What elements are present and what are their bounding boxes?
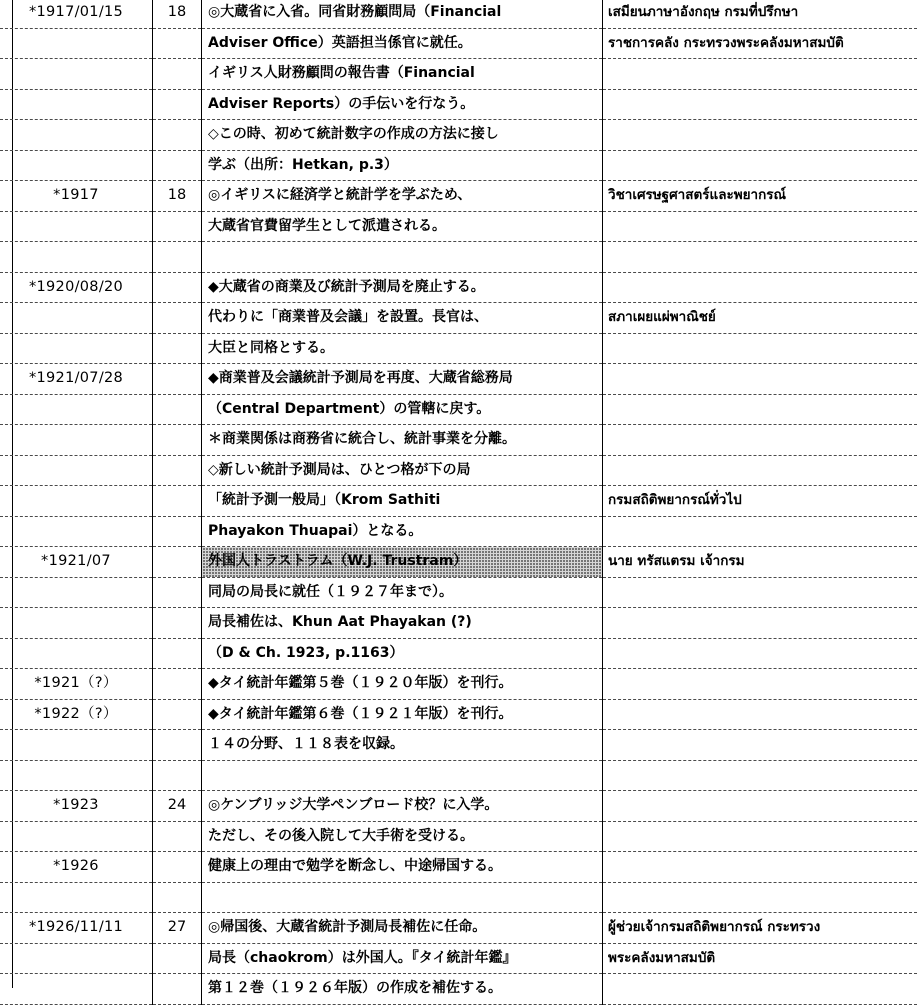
thai-term-cell <box>603 730 917 761</box>
age-cell <box>153 211 202 242</box>
table-row <box>0 211 917 242</box>
event-cell: ただし、その後入院して大手術を受ける。 <box>202 821 603 852</box>
date-cell: *1926/11/11 <box>0 913 153 944</box>
thai-term-cell <box>603 333 917 364</box>
date-cell <box>0 608 153 639</box>
event-cell: ◇この時、初めて統計数字の作成の方法に接し <box>202 120 603 151</box>
thai-term-cell <box>603 821 917 852</box>
table-row <box>0 791 917 822</box>
event-cell <box>202 882 603 913</box>
table-row <box>0 242 917 273</box>
table-row <box>0 181 917 212</box>
event-cell: ＊商業関係は商務省に統合し、統計事業を分離。 <box>202 425 603 456</box>
date-cell <box>0 303 153 334</box>
table-row <box>0 425 917 456</box>
date-cell <box>0 89 153 120</box>
age-cell <box>153 516 202 547</box>
age-cell <box>153 547 202 578</box>
thai-term-cell <box>603 120 917 151</box>
thai-term-cell: พระคลังมหาสมบัติ <box>603 943 917 974</box>
date-cell: *1921（?） <box>0 669 153 700</box>
event-cell <box>202 242 603 273</box>
age-cell <box>153 669 202 700</box>
age-cell <box>153 455 202 486</box>
table-row <box>0 333 917 364</box>
event-cell: ◎帰国後、大蔵省統計予測局長補佐に任命。 <box>202 913 603 944</box>
table-row <box>0 882 917 913</box>
table-row <box>0 89 917 120</box>
thai-term-cell: ผู้ช่วยเจ้ากรมสถิติพยากรณ์ กระทรวง <box>603 913 917 944</box>
date-cell <box>0 486 153 517</box>
thai-term-cell <box>603 455 917 486</box>
thai-term-cell <box>603 608 917 639</box>
thai-term-cell: ราชการคลัง กระทรวงพระคลังมหาสมบัติ <box>603 28 917 59</box>
table-row <box>0 608 917 639</box>
date-cell <box>0 730 153 761</box>
age-cell <box>153 120 202 151</box>
age-cell <box>153 730 202 761</box>
thai-term-cell <box>603 577 917 608</box>
age-cell <box>153 303 202 334</box>
date-cell <box>0 120 153 151</box>
age-cell: 18 <box>153 181 202 212</box>
thai-term-cell <box>603 59 917 90</box>
table-row <box>0 28 917 59</box>
event-cell: 外国人トラストラム（W.J. Trustram） <box>202 547 603 578</box>
thai-term-cell <box>603 272 917 303</box>
date-cell: *1921/07 <box>0 547 153 578</box>
thai-term-cell <box>603 211 917 242</box>
date-cell <box>0 821 153 852</box>
date-cell <box>0 455 153 486</box>
age-cell <box>153 638 202 669</box>
thai-term-cell: เสมียนภาษาอังกฤษ กรมที่ปรึกษา <box>603 0 917 28</box>
age-cell <box>153 943 202 974</box>
age-cell <box>153 272 202 303</box>
age-cell <box>153 486 202 517</box>
table-row <box>0 120 917 151</box>
date-cell: *1917/01/15 <box>0 0 153 28</box>
table-row <box>0 272 917 303</box>
thai-term-cell <box>603 974 917 1005</box>
event-cell: Adviser Reports）の手伝いを行なう。 <box>202 89 603 120</box>
thai-term-cell <box>603 394 917 425</box>
date-cell <box>0 242 153 273</box>
date-cell: *1923 <box>0 791 153 822</box>
event-cell: 大蔵省官費留学生として派遣される。 <box>202 211 603 242</box>
event-cell: ◆大蔵省の商業及び統計予測局を廃止する。 <box>202 272 603 303</box>
table-row <box>0 699 917 730</box>
age-cell <box>153 699 202 730</box>
thai-term-cell <box>603 425 917 456</box>
thai-term-cell <box>603 150 917 181</box>
table-row <box>0 638 917 669</box>
age-cell <box>153 821 202 852</box>
date-cell <box>0 425 153 456</box>
date-cell <box>0 394 153 425</box>
date-cell <box>0 516 153 547</box>
age-cell <box>153 89 202 120</box>
table-row <box>0 486 917 517</box>
event-cell: ◎ケンブリッジ大学ペンブロード校？に入学。 <box>202 791 603 822</box>
event-cell: 代わりに「商業普及会議」を設置。長官は、 <box>202 303 603 334</box>
table-row <box>0 0 917 28</box>
table-row <box>0 821 917 852</box>
table-row <box>0 577 917 608</box>
event-cell: ◆タイ統計年鑑第６巻（１９２１年版）を刊行。 <box>202 699 603 730</box>
event-cell: ◆商業普及会議統計予測局を再度、大蔵省総務局 <box>202 364 603 395</box>
thai-term-cell: วิชาเศรษฐศาสตร์และพยากรณ์ <box>603 181 917 212</box>
age-cell: 24 <box>153 791 202 822</box>
age-cell: 18 <box>153 0 202 28</box>
age-cell <box>153 608 202 639</box>
date-cell: *1922（?） <box>0 699 153 730</box>
date-cell <box>0 974 153 1005</box>
thai-term-cell <box>603 699 917 730</box>
date-cell: *1920/08/20 <box>0 272 153 303</box>
age-cell <box>153 577 202 608</box>
date-cell <box>0 28 153 59</box>
thai-term-cell <box>603 852 917 883</box>
thai-term-cell <box>603 791 917 822</box>
event-cell: イギリス人財務顧問の報告書（Financial <box>202 59 603 90</box>
event-cell: 学ぶ（出所：Hetkan, p.3） <box>202 150 603 181</box>
age-cell <box>153 364 202 395</box>
event-cell: Phayakon Thuapai）となる。 <box>202 516 603 547</box>
age-cell: 27 <box>153 913 202 944</box>
date-cell <box>0 577 153 608</box>
event-cell: 同局の局長に就任（１９２７年まで）。 <box>202 577 603 608</box>
thai-term-cell <box>603 638 917 669</box>
thai-term-cell <box>603 669 917 700</box>
date-cell <box>0 760 153 791</box>
event-cell: 局長（chaokrom）は外国人。『タイ統計年鑑』 <box>202 943 603 974</box>
age-cell <box>153 882 202 913</box>
thai-term-cell <box>603 242 917 273</box>
age-cell <box>153 59 202 90</box>
table-row <box>0 303 917 334</box>
event-cell: ◎大蔵省に入省。同省財務顧問局（Financial <box>202 0 603 28</box>
date-cell: *1921/07/28 <box>0 364 153 395</box>
event-cell: １４の分野、１１８表を収録。 <box>202 730 603 761</box>
date-cell <box>0 59 153 90</box>
age-cell <box>153 28 202 59</box>
event-cell: Adviser Office）英語担当係官に就任。 <box>202 28 603 59</box>
date-cell: *1917 <box>0 181 153 212</box>
age-cell <box>153 425 202 456</box>
thai-term-cell <box>603 882 917 913</box>
table-row <box>0 455 917 486</box>
thai-term-cell <box>603 760 917 791</box>
table-row <box>0 150 917 181</box>
date-cell <box>0 150 153 181</box>
table-row <box>0 516 917 547</box>
event-cell: （Central Department）の管轄に戻す。 <box>202 394 603 425</box>
thai-term-cell <box>603 89 917 120</box>
event-cell: 第１２巻（１９２６年版）の作成を補佐する。 <box>202 974 603 1005</box>
age-cell <box>153 974 202 1005</box>
table-row <box>0 394 917 425</box>
table-row <box>0 974 917 1005</box>
date-cell <box>0 882 153 913</box>
table-row <box>0 364 917 395</box>
event-cell: ◆タイ統計年鑑第５巻（１９２０年版）を刊行。 <box>202 669 603 700</box>
event-cell: ◇新しい統計予測局は、ひとつ格が下の局 <box>202 455 603 486</box>
table-row <box>0 669 917 700</box>
age-cell <box>153 333 202 364</box>
date-cell <box>0 638 153 669</box>
event-cell: 局長補佐は、Khun Aat Phayakan (?) <box>202 608 603 639</box>
date-cell <box>0 211 153 242</box>
table-row <box>0 913 917 944</box>
thai-term-cell: สภาเผยแผ่พาณิชย์ <box>603 303 917 334</box>
event-cell <box>202 760 603 791</box>
date-cell: *1926 <box>0 852 153 883</box>
table-row <box>0 730 917 761</box>
event-cell: 健康上の理由で勉学を断念し、中途帰国する。 <box>202 852 603 883</box>
date-cell <box>0 333 153 364</box>
thai-term-cell <box>603 364 917 395</box>
date-cell <box>0 943 153 974</box>
event-cell: 大臣と同格とする。 <box>202 333 603 364</box>
table-row <box>0 59 917 90</box>
event-cell: ◎イギリスに経済学と統計学を学ぶため、 <box>202 181 603 212</box>
age-cell <box>153 242 202 273</box>
thai-term-cell: นาย ทรัสแตรม เจ้ากรม <box>603 547 917 578</box>
age-cell <box>153 852 202 883</box>
table-row <box>0 760 917 791</box>
thai-term-cell <box>603 516 917 547</box>
age-cell <box>153 760 202 791</box>
age-cell <box>153 394 202 425</box>
table-row <box>0 943 917 974</box>
table-row <box>0 547 917 578</box>
table-row <box>0 852 917 883</box>
thai-term-cell: กรมสถิติพยากรณ์ทั่วไป <box>603 486 917 517</box>
age-cell <box>153 150 202 181</box>
event-cell: 「統計予測一般局」（Krom Sathiti <box>202 486 603 517</box>
event-cell: （D & Ch. 1923, p.1163） <box>202 638 603 669</box>
